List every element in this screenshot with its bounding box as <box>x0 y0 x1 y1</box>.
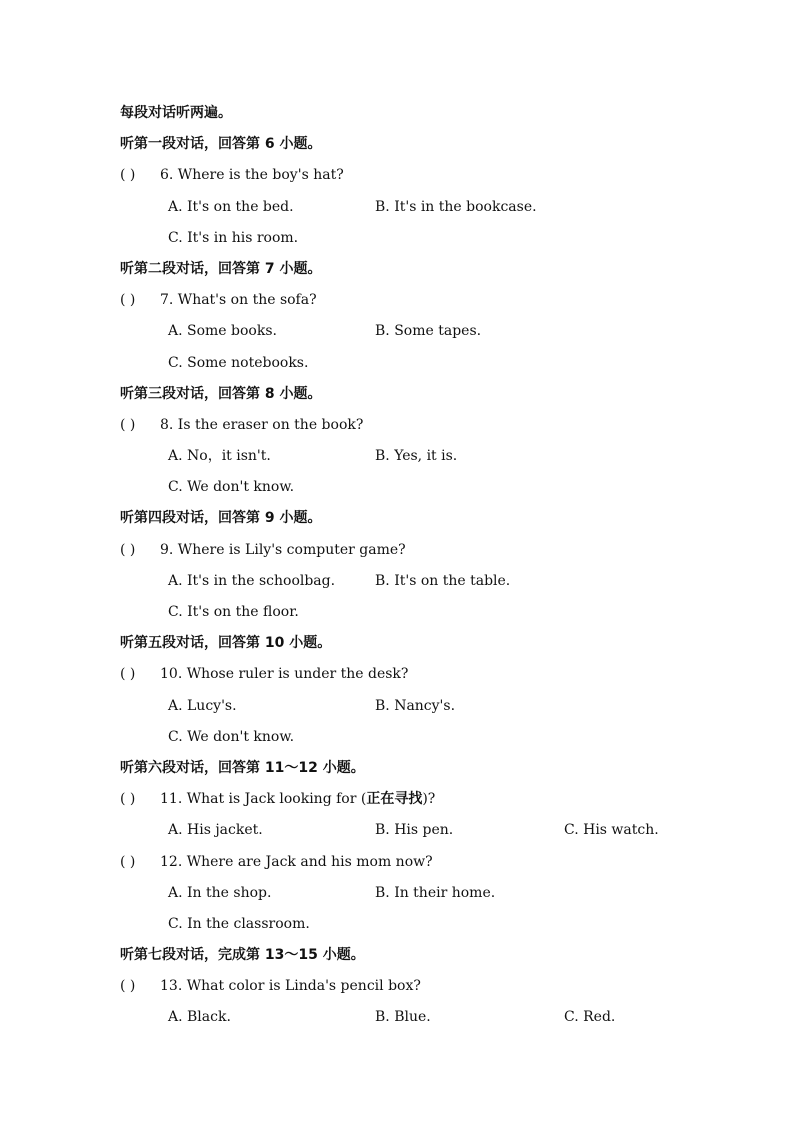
option-a[interactable]: A. Black. <box>168 1009 231 1026</box>
question-6 <box>120 160 740 191</box>
option-a[interactable]: A. In the shop. <box>168 884 272 901</box>
option-c[interactable]: C. We don't know. <box>168 728 295 745</box>
option-c[interactable]: C. Red. <box>564 1009 616 1026</box>
chinese-gloss: 正在寻找 <box>366 791 423 808</box>
options-row <box>120 815 740 846</box>
question-text: 8. Is the eraser on the book? <box>160 416 364 433</box>
question-7 <box>120 285 740 316</box>
option-c[interactable]: C. In the classroom. <box>168 915 310 932</box>
option-c[interactable]: C. His watch. <box>564 822 659 839</box>
answer-blank[interactable]: ( ) <box>120 666 136 683</box>
intro-instruction: 每段对话听两遍。 <box>120 105 232 121</box>
question-10 <box>120 659 740 690</box>
answer-blank[interactable]: ( ) <box>120 853 136 870</box>
option-b[interactable]: B. In their home. <box>375 884 496 901</box>
option-b[interactable]: B. Blue. <box>375 1009 431 1026</box>
option-a[interactable]: A. It's in the schoolbag. <box>168 572 336 589</box>
question-text: 7. What's on the sofa? <box>160 292 317 309</box>
section-heading-4: 听第四段对话，回答第 9 小题。 <box>120 510 322 527</box>
option-a[interactable]: A. Lucy's. <box>168 697 237 714</box>
options-row <box>120 472 740 503</box>
option-c[interactable]: C. It's on the floor. <box>168 604 299 620</box>
answer-blank[interactable]: ( ) <box>120 978 136 995</box>
options-row <box>120 348 740 379</box>
question-text: 6. Where is the boy's hat? <box>160 167 344 184</box>
question-text: 9. Where is Lily's computer game? <box>160 541 406 558</box>
worksheet-page <box>120 98 740 1034</box>
option-b[interactable]: B. It's on the table. <box>375 572 511 589</box>
question-12 <box>120 847 740 878</box>
option-b[interactable]: B. Nancy's. <box>375 697 456 714</box>
answer-blank[interactable]: ( ) <box>120 791 136 808</box>
answer-blank[interactable]: ( ) <box>120 292 136 309</box>
section-heading-5: 听第五段对话，回答第 10 小题。 <box>120 635 332 652</box>
question-text: 11. What is Jack looking for ( <box>160 791 367 808</box>
question-text: 12. Where are Jack and his mom now? <box>160 853 433 870</box>
option-a[interactable]: A. It's on the bed. <box>168 198 294 215</box>
option-c[interactable]: C. We don't know. <box>168 479 295 496</box>
option-b[interactable]: B. His pen. <box>375 822 454 839</box>
options-row <box>120 597 740 628</box>
answer-blank[interactable]: ( ) <box>120 416 136 433</box>
option-b[interactable]: B. Some tapes. <box>375 323 482 340</box>
question-text-end: )? <box>422 791 436 808</box>
option-c[interactable]: C. It's in his room. <box>168 229 299 246</box>
options-row <box>120 878 740 909</box>
options-row <box>120 223 740 254</box>
options-row <box>120 691 740 722</box>
answer-blank[interactable]: ( ) <box>120 167 136 184</box>
option-a[interactable]: A. No，it isn't. <box>168 448 271 465</box>
options-row <box>120 909 740 940</box>
section-heading-7: 听第七段对话，完成第 13～15 小题。 <box>120 947 365 964</box>
question-text: 13. What color is Linda's pencil box? <box>160 978 421 995</box>
section-heading-2: 听第二段对话，回答第 7 小题。 <box>120 260 322 277</box>
options-row <box>120 441 740 472</box>
option-b[interactable]: B. It's in the bookcase. <box>375 198 537 215</box>
option-a[interactable]: A. Some books. <box>168 323 277 340</box>
option-a[interactable]: A. His jacket. <box>168 822 263 839</box>
question-13 <box>120 971 740 1002</box>
option-b[interactable]: B. Yes, it is. <box>375 448 458 465</box>
question-9 <box>120 535 740 566</box>
question-11 <box>120 784 740 815</box>
question-text: 10. Whose ruler is under the desk? <box>160 666 409 683</box>
option-c[interactable]: C. Some notebooks. <box>168 354 309 371</box>
section-heading-6: 听第六段对话，回答第 11～12 小题。 <box>120 759 365 776</box>
section-heading-3: 听第三段对话，回答第 8 小题。 <box>120 385 322 402</box>
options-row <box>120 192 740 223</box>
options-row <box>120 316 740 347</box>
question-8 <box>120 410 740 441</box>
options-row <box>120 1002 740 1033</box>
options-row <box>120 722 740 753</box>
section-heading-1: 听第一段对话，回答第 6 小题。 <box>120 136 322 153</box>
options-row <box>120 566 740 597</box>
answer-blank[interactable]: ( ) <box>120 541 136 558</box>
